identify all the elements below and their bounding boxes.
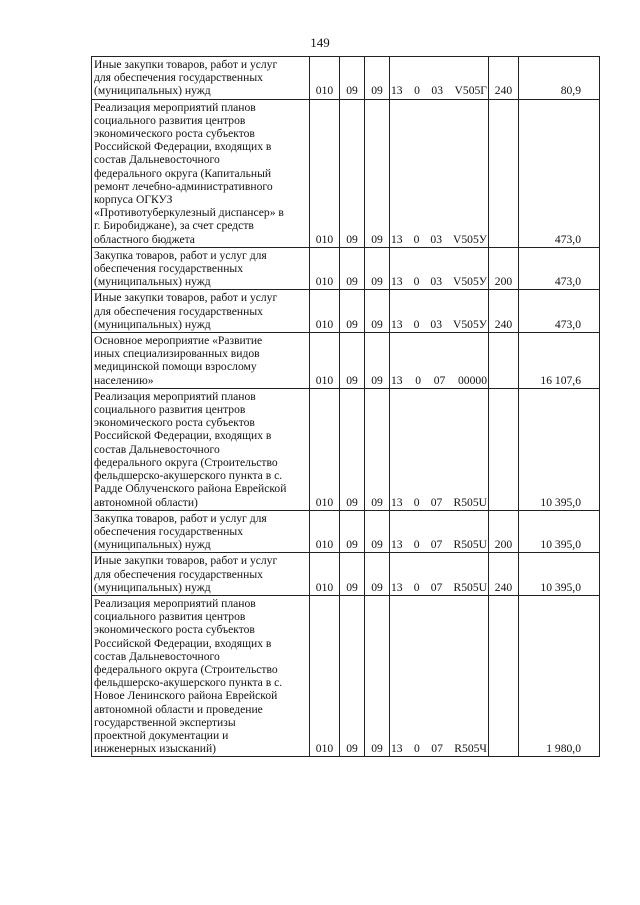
program-code: 13 <box>391 580 403 594</box>
direction-code: R505U <box>453 580 487 594</box>
subsection-code-cell: 09 <box>365 333 390 389</box>
expense-name-line: автономной области) <box>94 495 198 509</box>
expense-name-line: состав Дальневосточного <box>94 649 220 663</box>
expense-name-line: Иные закупки товаров, работ и услуг <box>94 291 278 305</box>
program-code: 13 <box>391 538 403 552</box>
expense-name-line: федерального округа (Строительство <box>94 662 278 676</box>
expense-name-line: Основное мероприятие «Развитие <box>94 334 263 348</box>
expense-name-line: ремонт лечебно-административного <box>94 179 273 193</box>
expense-type-cell: 200 <box>489 247 519 290</box>
expense-type-cell <box>489 333 519 389</box>
expense-name-line: иных специализированных видов <box>94 347 260 361</box>
amount-cell: 473,0 <box>519 247 600 290</box>
section-code-cell: 09 <box>340 57 365 100</box>
ministry-code-cell: 010 <box>310 247 340 290</box>
expense-name-line: Закупка товаров, работ и услуг для <box>94 248 267 262</box>
expense-name-line: экономического роста субъектов <box>94 416 255 430</box>
amount-cell: 16 107,6 <box>519 333 600 389</box>
target-article-cell <box>390 333 489 389</box>
expense-name-line: состав Дальневосточного <box>94 442 220 456</box>
main-event-code: 03 <box>431 84 444 98</box>
main-event-code: 07 <box>430 495 443 509</box>
target-article-cell <box>390 510 489 553</box>
ministry-code-cell: 010 <box>310 290 340 333</box>
expense-name-line: экономического роста субъектов <box>94 127 255 141</box>
expense-name-line: населению» <box>94 373 154 387</box>
direction-code: R505Ч <box>454 742 487 756</box>
subprogram-code: 0 <box>413 317 420 331</box>
expense-name-cell <box>92 290 310 333</box>
expense-name-line: Реализация мероприятий планов <box>94 100 256 114</box>
table-row <box>92 290 600 333</box>
program-code: 13 <box>391 742 403 756</box>
expense-name-line: для обеспечения государственных <box>94 71 263 85</box>
expense-name-cell <box>92 57 310 100</box>
budget-table <box>91 56 600 757</box>
expense-name-cell <box>92 388 310 510</box>
expense-type-cell: 240 <box>489 290 519 333</box>
target-article-cell <box>390 595 489 756</box>
main-event-code: 03 <box>430 275 442 289</box>
subsection-code-cell: 09 <box>365 247 390 290</box>
table-row <box>92 510 600 553</box>
main-event-code: 03 <box>430 317 442 331</box>
table-row <box>92 333 600 389</box>
expense-name-line: обеспечения государственных <box>94 524 244 538</box>
expense-name-line: федерального округа (Капитальный <box>94 166 272 180</box>
target-article-cell <box>390 247 489 290</box>
table-row <box>92 553 600 596</box>
expense-name-line: для обеспечения государственных <box>94 304 263 318</box>
expense-name-line: для обеспечения государственных <box>94 567 263 581</box>
expense-name-line: (муниципальных) нужд <box>94 275 211 289</box>
subsection-code-cell: 09 <box>365 553 390 596</box>
section-code-cell: 09 <box>340 388 365 510</box>
expense-name-line: (муниципальных) нужд <box>94 84 211 98</box>
expense-name-line: обеспечения государственных <box>94 262 244 276</box>
expense-name-line: автономной области и проведение <box>94 702 263 716</box>
direction-code: R505U <box>453 538 487 552</box>
section-code-cell: 09 <box>340 99 365 247</box>
main-event-code: 07 <box>431 742 443 756</box>
program-code: 13 <box>391 84 403 98</box>
page-number: 149 <box>310 35 330 50</box>
expense-name-line: корпуса ОГКУЗ <box>94 193 173 207</box>
expense-name-line: г. Биробиджане), за счет средств <box>94 219 254 233</box>
expense-name-line: Российской Федерации, входящих в <box>94 140 272 154</box>
program-code: 13 <box>391 275 403 289</box>
subprogram-code: 0 <box>413 232 420 246</box>
expense-name-line: (муниципальных) нужд <box>94 580 211 594</box>
main-event-code: 03 <box>430 232 442 246</box>
expense-name-line: состав Дальневосточного <box>94 153 220 167</box>
expense-name-line: федерального округа (Строительство <box>94 455 278 469</box>
subsection-code-cell: 09 <box>365 510 390 553</box>
direction-code: V505У <box>452 275 487 289</box>
subsection-code-cell: 09 <box>365 290 390 333</box>
target-article-cell <box>390 553 489 596</box>
expense-name-line: государственной экспертизы <box>94 715 236 729</box>
expense-name-line: «Противотуберкулезный диспансер» в <box>94 206 284 220</box>
subprogram-code: 0 <box>415 373 422 387</box>
subsection-code-cell: 09 <box>365 595 390 756</box>
expense-name-line: социального развития центров <box>94 113 246 127</box>
target-article-cell <box>390 99 489 247</box>
expense-name-line: социального развития центров <box>94 403 246 417</box>
expense-name-line: Иные закупки товаров, работ и услуг <box>94 58 278 71</box>
direction-code: V505У <box>452 232 487 246</box>
direction-code: 00000 <box>458 373 487 387</box>
direction-code: R505U <box>453 495 487 509</box>
expense-name-cell <box>92 333 310 389</box>
expense-name-cell <box>92 553 310 596</box>
section-code-cell: 09 <box>340 510 365 553</box>
subprogram-code: 0 <box>414 84 420 98</box>
ministry-code-cell: 010 <box>310 99 340 247</box>
expense-name-line: инженерных изысканий) <box>94 742 217 756</box>
section-code-cell: 09 <box>340 553 365 596</box>
section-code-cell: 09 <box>340 290 365 333</box>
subsection-code-cell: 09 <box>365 99 390 247</box>
amount-cell: 473,0 <box>519 99 600 247</box>
target-article-cell <box>390 290 489 333</box>
expense-name-line: социального развития центров <box>94 610 246 624</box>
expense-type-cell: 200 <box>489 510 519 553</box>
subprogram-code: 0 <box>413 580 420 594</box>
amount-cell: 473,0 <box>519 290 600 333</box>
direction-code: V505Г <box>454 84 487 98</box>
program-code: 13 <box>391 232 403 246</box>
expense-name-line: фельдшерско-акушерского пункта в с. <box>94 676 283 690</box>
expense-name-line: фельдшерско-акушерского пункта в с. <box>94 469 283 483</box>
expense-type-cell <box>489 99 519 247</box>
table-row <box>92 99 600 247</box>
expense-name-cell <box>92 510 310 553</box>
table-row <box>92 388 600 510</box>
expense-name-line: экономического роста субъектов <box>94 623 255 637</box>
amount-cell: 1 980,0 <box>519 595 600 756</box>
amount-cell: 10 395,0 <box>519 510 600 553</box>
expense-name-cell <box>92 595 310 756</box>
expense-name-line: Новое Ленинского района Еврейской <box>94 689 278 703</box>
ministry-code-cell: 010 <box>310 57 340 100</box>
expense-name-line: Российской Федерации, входящих в <box>94 636 272 650</box>
program-code: 13 <box>391 373 403 387</box>
expense-type-cell: 240 <box>489 553 519 596</box>
expense-name-line: Радде Облученского района Еврейской <box>94 482 287 496</box>
expense-name-line: (муниципальных) нужд <box>94 538 211 552</box>
ministry-code-cell: 010 <box>310 333 340 389</box>
target-article-cell <box>390 57 489 100</box>
program-code: 13 <box>391 317 403 331</box>
expense-type-cell <box>489 388 519 510</box>
expense-name-line: Реализация мероприятий планов <box>94 389 256 403</box>
expense-name-line: Иные закупки товаров, работ и услуг <box>94 554 278 568</box>
expense-name-cell <box>92 99 310 247</box>
expense-name-line: областного бюджета <box>94 232 195 246</box>
section-code-cell: 09 <box>340 333 365 389</box>
table-row <box>92 57 600 100</box>
expense-name-line: Закупка товаров, работ и услуг для <box>94 511 267 525</box>
section-code-cell: 09 <box>340 247 365 290</box>
expense-name-cell <box>92 247 310 290</box>
subprogram-code: 0 <box>413 275 420 289</box>
subsection-code-cell: 09 <box>365 57 390 100</box>
amount-cell: 10 395,0 <box>519 553 600 596</box>
direction-code: V505У <box>452 317 487 331</box>
ministry-code-cell: 010 <box>310 510 340 553</box>
main-event-code: 07 <box>433 373 446 387</box>
main-event-code: 07 <box>430 538 443 552</box>
expense-name-line: Реализация мероприятий планов <box>94 596 256 610</box>
ministry-code-cell: 010 <box>310 388 340 510</box>
ministry-code-cell: 010 <box>310 595 340 756</box>
table-row <box>92 247 600 290</box>
main-event-code: 07 <box>430 580 443 594</box>
section-code-cell: 09 <box>340 595 365 756</box>
subprogram-code: 0 <box>413 495 420 509</box>
ministry-code-cell: 010 <box>310 553 340 596</box>
amount-cell: 80,9 <box>519 57 600 100</box>
amount-cell: 10 395,0 <box>519 388 600 510</box>
program-code: 13 <box>391 495 403 509</box>
expense-type-cell <box>489 595 519 756</box>
subprogram-code: 0 <box>414 742 420 756</box>
expense-name-line: медицинской помощи взрослому <box>94 360 257 374</box>
table-row <box>92 595 600 756</box>
expense-name-line: проектной документации и <box>94 728 229 742</box>
expense-name-line: (муниципальных) нужд <box>94 317 211 331</box>
target-article-cell <box>390 388 489 510</box>
expense-name-line: Российской Федерации, входящих в <box>94 429 272 443</box>
subprogram-code: 0 <box>413 538 420 552</box>
subsection-code-cell: 09 <box>365 388 390 510</box>
expense-type-cell: 240 <box>489 57 519 100</box>
